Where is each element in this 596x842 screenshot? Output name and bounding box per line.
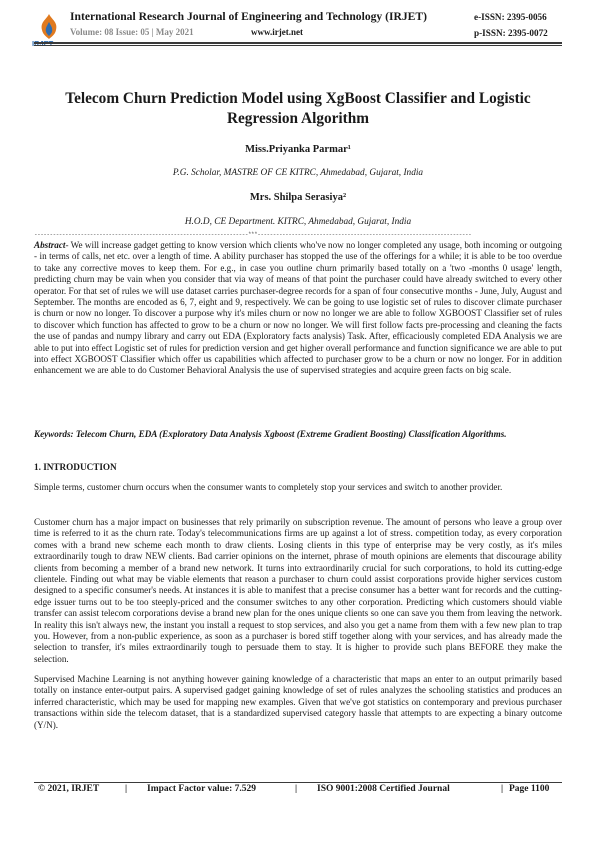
author-name: Mrs. Shilpa Serasiya² [249,192,347,203]
p-issn: p-ISSN: 2395-0072 [474,28,548,38]
volume-issue: Volume: 08 Issue: 05 | May 2021 [70,27,194,37]
section-heading: 1. INTRODUCTION [34,462,117,472]
journal-website[interactable]: www.irjet.net [251,27,303,37]
paragraph: Customer churn has a major impact on businesses that rely primarily on subscription revenue. The amount of persons who leave a group over time is referred to it as the churn rate. Today's telecommunications firms are up against a lot of stress. competition today, as every corporation comes with a brand new scheme each month to draw clients. Losing clients in this type of enterprise may be very costly, as it's miles extraordinarily tough to draw NEW clients. Bad carrier opinions on the internet, phrase of mouth opinions are elements that discourage ability clients from becoming a member of a brand new network. It turns into extraordinarily crucial for such corporations, to hold its cutting-edge clientele. Finding out what may be viable elements that reason a purchaser to churn could assist corporations provide higher services custom designed to a specific consumer's needs. At instances it is able to manifest that a precise consumer has a better want for records and the cutting-edge issuer turns out to be too steeply-priced and the consumer switches to any other corporation. Predicting which customers should viable transfer can assist telecom corporations devise a brand new plan for the ones unique clients so one can save you them from leaving the network. In reality this isn't always new, the instant you install a request to stop services, and also you get a name from them with a few new plan to trap you. However, from a non-public experience, as soon as a purchaser is bored stiff together along with your services, and has already made the selection to transfer, it's miles extraordinarily tough to persuade them to stay. It is higher to provide such plans BEFORE they make the selection. [34,517,562,664]
keywords: Keywords: Telecom Churn, EDA (Exploratory Data Analysis Xgboost (Extreme Gradient Boosting) Classification Algorithms. [34,429,507,439]
footer-iso: ISO 9001:2008 Certified Journal [317,784,450,794]
author-affiliation: H.O.D, CE Department. KITRC, Ahmedabad, Gujarat, India [184,217,412,227]
paper-title: Telecom Churn Prediction Model using XgBoost Classifier and Logistic Regression Algorithm [65,90,531,127]
footer-rule [34,782,562,783]
author-affiliation: P.G. Scholar, MASTRE OF CE KITRC, Ahmedabad, Gujarat, India [172,168,424,178]
paragraph: Simple terms, customer churn occurs when the consumer wants to completely stop your services and switch to another provider. [34,482,503,492]
footer-page-number: Page 1100 [509,784,550,794]
paragraph: Supervised Machine Learning is not anything however gaining knowledge of a characteristic that maps an enter to an output primarily based totally on instance enter-output pairs. A supervised gadget gaining knowledge of set of rules analyzes the schooling statistics and produces an inferred characteristic, which may be used for mapping new examples. Given that we've got statistics on contemporary and previous purchaser transactions within side the telecom dataset, that is a standardized supervised category hassle that attempts to are expecting a binary outcome (Y/N). [34,674,562,730]
header-rule [34,42,562,44]
footer-impact-factor: Impact Factor value: 7.529 [147,784,257,794]
footer-divider: | [125,784,128,794]
abstract-label: Abstract [34,240,66,250]
author-name: Miss.Priyanka Parmar¹ [245,144,351,155]
footer-divider: | [501,784,504,794]
logo-text: IRJET [32,39,54,48]
footer-copyright: © 2021, IRJET [38,784,100,794]
footer-divider: | [295,784,298,794]
e-issn: e-ISSN: 2395-0056 [474,12,547,22]
footer [34,784,562,798]
section-separator: ---------------------------------------------------------------------***--------------------------------------------------------------------- [34,231,472,238]
abstract [34,240,562,377]
header-rule-thin [34,45,562,46]
abstract-text: - We will increase gadget getting to know version which clients who've now no longer completed any usage, both incoming or outgoing - in terms of calls, net etc. over a length of time. A ability purchaser has stopped the use of the offerings for a while; it is able to be too overdue to take any corrective moves to keep them. For e.g., in case you outline churn primarily based totally on a 'two -months 0 usage' length, predicting churn may be vain when you consider that via way of means of that point the purchaser could have already switched to every other operator. For that set of rules we will use dataset carries purchaser-degree records for a span of four consecutive months - June, July, August and September. The months are encoded as 6, 7, eight and 9, respectively. We can be going to use logistic set of rules to discover climate purchaser is churn or now no longer. To discover a purpose why it's miles churn or now no longer we are able to follow XGBOOST Classifier set of rules to discover which function has affected to grow to be a churn or now no longer. We will first follow facts pre-processing and cleaning the facts the use of pandas and numpy library and carry out EDA (Exploratory facts analysis) Task. After, efficaciously completed EDA Analysis we are able to put into effect Logistic set of rules for prediction version and get higher overall performance and function significance we are able to put into effect XGBOOST Classifier which offer us capabilities which affected to purchaser grow to be a churn or now no longer. For in addition enhancement we are able to do Customer Behavioral Analysis the use of supervised strategies and acquire green facts on big scale. [34,240,562,376]
journal-name: International Research Journal of Engineering and Technology (IRJET) [70,10,427,23]
